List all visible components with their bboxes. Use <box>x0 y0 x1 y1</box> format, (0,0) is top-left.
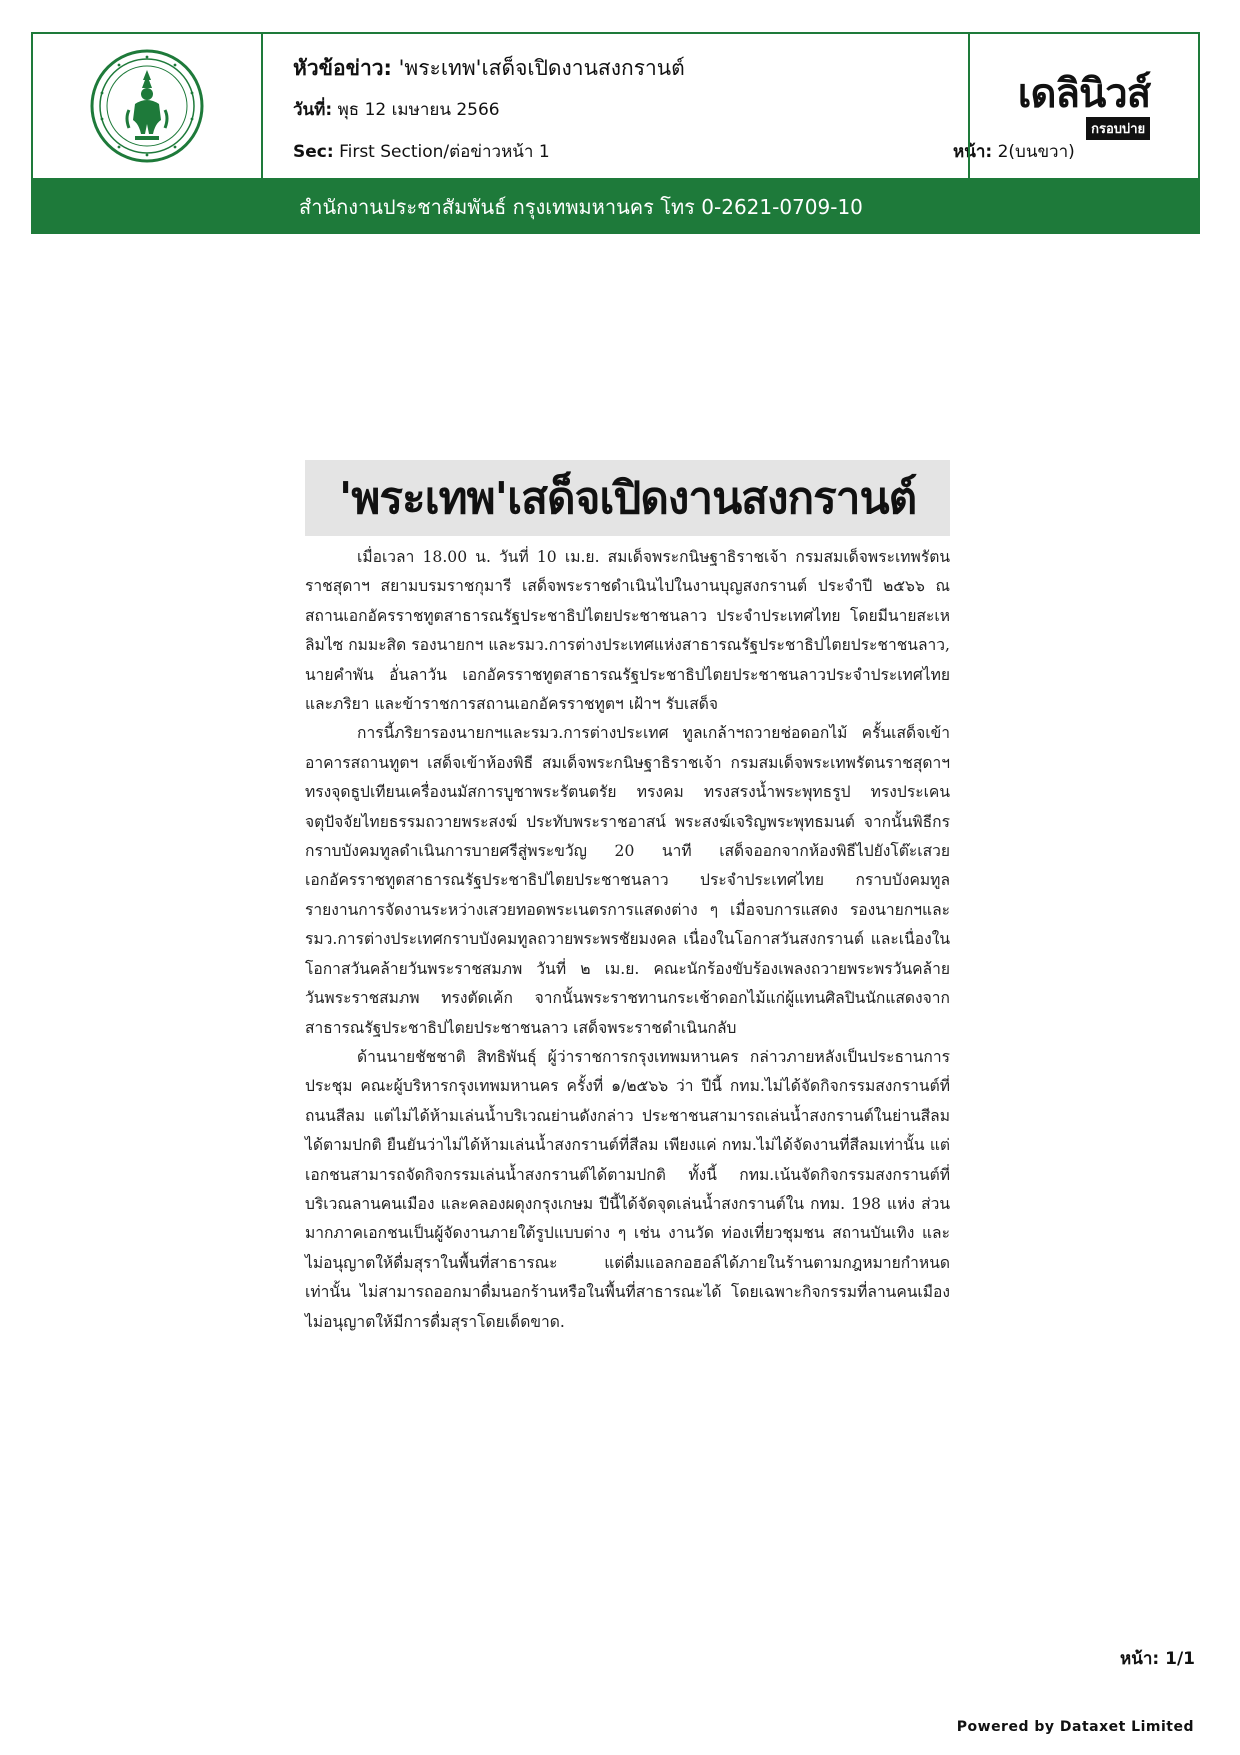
article-body <box>305 543 950 1337</box>
section-row <box>293 138 550 165</box>
footer-page-number: หน้า: 1/1 <box>1120 1649 1195 1669</box>
date-row <box>293 96 500 123</box>
section-value: First Section/ต่อข่าวหน้า 1 <box>339 142 550 162</box>
page-value: 2(บนขวา) <box>997 142 1075 162</box>
date-label: วันที่: <box>293 100 333 120</box>
newspaper-brand-cell <box>968 34 1198 178</box>
edition-badge: กรอบบ่าย <box>1086 117 1150 140</box>
date-value: พุธ 12 เมษายน 2566 <box>337 100 500 120</box>
headline-label: หัวข้อข่าว: <box>293 56 392 80</box>
article-headline-box <box>305 460 950 536</box>
article-headline: 'พระเทพ'เสด็จเปิดงานสงกรานต์ <box>338 473 917 524</box>
office-contact-bar: สำนักงานประชาสัมพันธ์ กรุงเทพมหานคร โทร 0-2621-0709-10 <box>31 180 1200 234</box>
article-paragraph: การนี้ภริยารองนายกฯและรมว.การต่างประเทศ ทูลเกล้าฯถวายช่อดอกไม้ ครั้นเสด็จเข้าอาคารสถานทูตฯ เสด็จเข้าห้องพิธี สมเด็จพระกนิษฐาธิราชเจ้า กรมสมเด็จพระเทพรัตนราชสุดาฯ ทรงจุดธูปเทียนเครื่องนมัสการบูชาพระรัตนตรัย ทรงคม ทรงสรงน้ำพระพุทธรูป ทรงประเคนจตุปัจจัยไทยธรรมถวายพระสงฆ์ ประทับพระราชอาสน์ พระสงฆ์เจริญพระพุทธมนต์ จากนั้นพิธีกรกราบบังคมทูลดำเนินการบายศรีสู่พระขวัญ 20 นาที เสด็จออกจากห้องพิธีไปยังโต๊ะเสวย เอกอัครราชทูตสาธารณรัฐประชาธิปไตยประชาชนลาว ประจำประเทศไทย กราบบังคมทูลรายงานการจัดงานระหว่างเสวยทอดพระเนตรการแสดงต่าง ๆ เมื่อจบการแสดง รองนายกฯและรมว.การต่างประเทศกราบบังคมทูลถวายพระพรชัยมงคล เนื่องในโอกาสวันสงกรานต์ และเนื่องในโอกาสวันคล้ายวันพระราชสมภพ วันที่ ๒ เม.ย. คณะนักร้องขับร้องเพลงถวายพระพรวันคล้ายวันพระราชสมภพ ทรงตัดเค้ก จากนั้นพระราชทานกระเช้าดอกไม้แก่ผู้แทนศิลปินนักแสดงจากสาธารณรัฐประชาธิปไตยประชาชนลาว เสด็จพระราชดำเนินกลับ <box>305 724 950 1037</box>
section-label: Sec: <box>293 142 334 162</box>
page-label: หน้า: <box>953 142 993 162</box>
clipping-info <box>263 34 1075 178</box>
article-paragraph: เมื่อเวลา 18.00 น. วันที่ 10 เม.ย. สมเด็จพระกนิษฐาธิราชเจ้า กรมสมเด็จพระเทพรัตนราชสุดาฯ สยามบรมราชกุมารี เสด็จพระราชดำเนินไปในงานบุญสงกรานต์ ประจำปี ๒๕๖๖ ณ สถานเอกอัครราชทูตสาธารณรัฐประชาธิปไตยประชาชนลาว ประจำประเทศไทย โดยมีนายสะเหลิมไซ กมมะสิด รองนายกฯ และรมว.การต่างประเทศแห่งสาธารณรัฐประชาธิปไตยประชาชนลาว, นายคำพัน อั่นลาวัน เอกอัครราชทูตสาธารณรัฐประชาธิปไตยประชาชนลาวประจำประเทศไทยและภริยา และข้าราชการสถานเอกอัครราชทูตฯ เฝ้าฯ รับเสด็จ <box>305 548 950 714</box>
powered-by: Powered by Dataxet Limited <box>956 1719 1194 1735</box>
newspaper-name: เดลินิวส์ <box>1017 70 1151 117</box>
headline-row <box>293 52 685 85</box>
newspaper-logo <box>1017 70 1151 140</box>
clipping-header <box>31 32 1200 180</box>
headline-value: 'พระเทพ'เสด็จเปิดงานสงกรานต์ <box>398 56 685 80</box>
bma-seal-cell <box>33 34 263 178</box>
bma-seal-logo <box>89 48 205 164</box>
article-paragraph: ด้านนายชัชชาติ สิทธิพันธุ์ ผู้ว่าราชการกรุงเทพมหานคร กล่าวภายหลังเป็นประธานการประชุม คณะผู้บริหารกรุงเทพมหานคร ครั้งที่ ๑/๒๕๖๖ ว่า ปีนี้ กทม.ไม่ได้จัดกิจกรรมสงกรานต์ที่ถนนสีลม แต่ไม่ได้ห้ามเล่นน้ำบริเวณย่านดังกล่าว ประชาชนสามารถเล่นน้ำสงกรานต์ในย่านสีลมได้ตามปกติ ยืนยันว่าไม่ได้ห้ามเล่นน้ำสงกรานต์ที่สีลม เพียงแค่ กทม.ไม่ได้จัดงานที่สีลมเท่านั้น แต่เอกชนสามารถจัดกิจกรรมเล่นน้ำสงกรานต์ได้ตามปกติ ทั้งนี้ กทม.เน้นจัดกิจกรรมสงกรานต์ที่บริเวณลานคนเมือง และคลองผดุงกรุงเกษม ปีนี้ได้จัดจุดเล่นน้ำสงกรานต์ใน กทม. 198 แห่ง ส่วนมากภาคเอกชนเป็นผู้จัดงานภายใต้รูปแบบต่าง ๆ เช่น งานวัด ท่องเที่ยวชุมชน สถานบันเทิง และไม่อนุญาตให้ดื่มสุราในพื้นที่สาธารณะ แต่ดื่มแอลกอฮอล์ได้ภายในร้านตามกฎหมายกำหนดเท่านั้น ไม่สามารถออกมาดื่มนอกร้านหรือในพื้นที่สาธารณะได้ โดยเฉพาะกิจกรรมที่ลานคนเมือง ไม่อนุญาตให้มีการดื่มสุราโดยเด็ดขาด. <box>305 1047 950 1331</box>
